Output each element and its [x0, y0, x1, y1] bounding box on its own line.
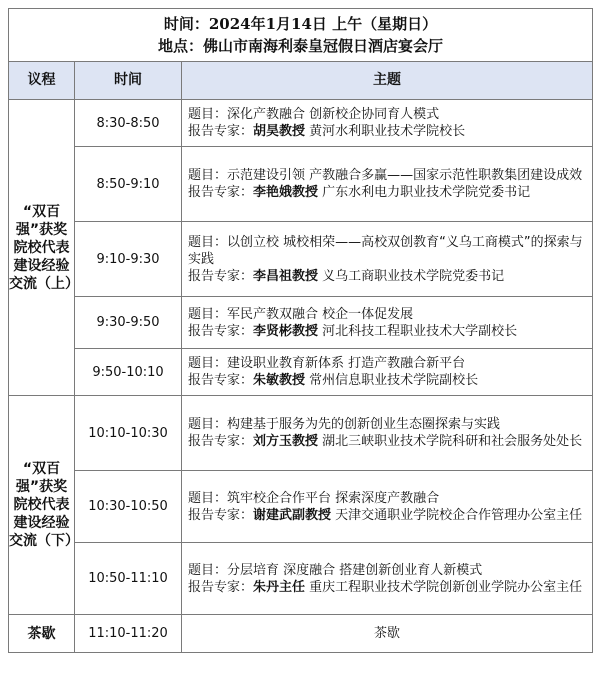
expert-title: 义乌工商职业技术学院党委书记 [322, 268, 505, 284]
talk-time: 8:30-8:50 [75, 100, 182, 147]
expert-title: 河北科技工程职业技术大学副校长 [322, 323, 518, 339]
expert-name: 谢建武副教授 [253, 507, 332, 523]
talk-time: 10:10-10:30 [75, 396, 182, 471]
break-topic: 茶歇 [182, 615, 593, 653]
talk-cell [182, 471, 593, 543]
table-row [9, 396, 593, 471]
table-row [9, 471, 593, 543]
topic-prefix: 题目： [188, 234, 228, 250]
talk-topic: 深化产教融合 创新校企协同育人模式 [227, 107, 440, 122]
talk-cell [182, 349, 593, 396]
talk-topic: 构建基于服务为先的创新创业生态圈探索与实践 [227, 417, 501, 432]
talk-time: 9:30-9:50 [75, 297, 182, 349]
session-name: “双百强”获奖院校代表建设经验交流（下） [9, 396, 75, 615]
talk-topic: 军民产教双融合 校企一体促发展 [227, 306, 414, 322]
expert-name: 朱丹主任 [253, 579, 306, 595]
expert-name: 刘方玉教授 [253, 434, 319, 449]
table-row [9, 349, 593, 396]
topic-prefix: 题目： [188, 356, 228, 371]
expert-title: 重庆工程职业技术学院创新创业学院办公室主任 [309, 579, 583, 595]
topic-prefix: 题目： [188, 490, 228, 506]
expert-prefix: 报告专家： [188, 124, 254, 139]
expert-prefix: 报告专家： [188, 507, 254, 523]
topic-prefix: 题目： [188, 562, 228, 578]
expert-prefix: 报告专家： [188, 185, 254, 200]
break-time: 11:10-11:20 [75, 615, 182, 653]
agenda-table [8, 8, 593, 653]
talk-time: 9:50-10:10 [75, 349, 182, 396]
expert-prefix: 报告专家： [188, 434, 254, 449]
meeting-time: 时间：2024年1月14日 上午（星期日） [163, 15, 438, 33]
break-name: 茶歇 [9, 615, 75, 653]
table-row [9, 222, 593, 297]
expert-name: 朱敏教授 [253, 373, 306, 388]
talk-topic: 建设职业教育新体系 打造产教融合新平台 [227, 356, 466, 371]
meeting-location: 地点：佛山市南海利泰皇冠假日酒店宴会厅 [158, 37, 444, 55]
expert-name: 李昌祖教授 [253, 268, 319, 284]
expert-title: 天津交通职业学院校企合作管理办公室主任 [335, 507, 583, 523]
topic-prefix: 题目： [188, 168, 228, 183]
talk-cell [182, 222, 593, 297]
expert-title: 黄河水利职业技术学院校长 [309, 124, 466, 139]
table-row [9, 147, 593, 222]
expert-title: 常州信息职业技术学院副校长 [309, 373, 479, 388]
expert-name: 胡昊教授 [253, 124, 306, 139]
topic-prefix: 题目： [188, 417, 228, 432]
expert-title: 湖北三峡职业技术学院科研和社会服务处处长 [322, 434, 583, 449]
meeting-info-header [9, 9, 593, 62]
talk-topic: 示范建设引领 产教融合多赢——国家示范性职教集团建设成效 [227, 168, 583, 183]
talk-time: 9:10-9:30 [75, 222, 182, 297]
talk-cell [182, 297, 593, 349]
expert-prefix: 报告专家： [188, 579, 254, 595]
expert-prefix: 报告专家： [188, 373, 254, 388]
talk-topic: 以创立校 城校相荣——高校双创教育“义乌工商模式”的探索与实践 [188, 234, 583, 267]
talk-time: 8:50-9:10 [75, 147, 182, 222]
column-header-time: 时间 [75, 62, 182, 100]
topic-prefix: 题目： [188, 306, 228, 322]
talk-topic: 筑牢校企合作平台 探索深度产教融合 [227, 490, 440, 506]
talk-topic: 分层培育 深度融合 搭建创新创业育人新模式 [227, 562, 483, 578]
table-row [9, 543, 593, 615]
expert-prefix: 报告专家： [188, 268, 254, 284]
table-row [9, 615, 593, 653]
session-name: “双百强”获奖院校代表建设经验交流（上） [9, 100, 75, 396]
talk-cell [182, 100, 593, 147]
expert-prefix: 报告专家： [188, 323, 254, 339]
talk-cell [182, 396, 593, 471]
talk-cell [182, 543, 593, 615]
expert-name: 李贤彬教授 [253, 323, 319, 339]
topic-prefix: 题目： [188, 107, 228, 122]
talk-time: 10:30-10:50 [75, 471, 182, 543]
column-header-agenda: 议程 [9, 62, 75, 100]
table-row [9, 100, 593, 147]
column-header-topic: 主题 [182, 62, 593, 100]
table-row [9, 297, 593, 349]
expert-title: 广东水利电力职业技术学院党委书记 [322, 185, 531, 200]
talk-time: 10:50-11:10 [75, 543, 182, 615]
talk-cell [182, 147, 593, 222]
expert-name: 李艳娥教授 [253, 185, 319, 200]
